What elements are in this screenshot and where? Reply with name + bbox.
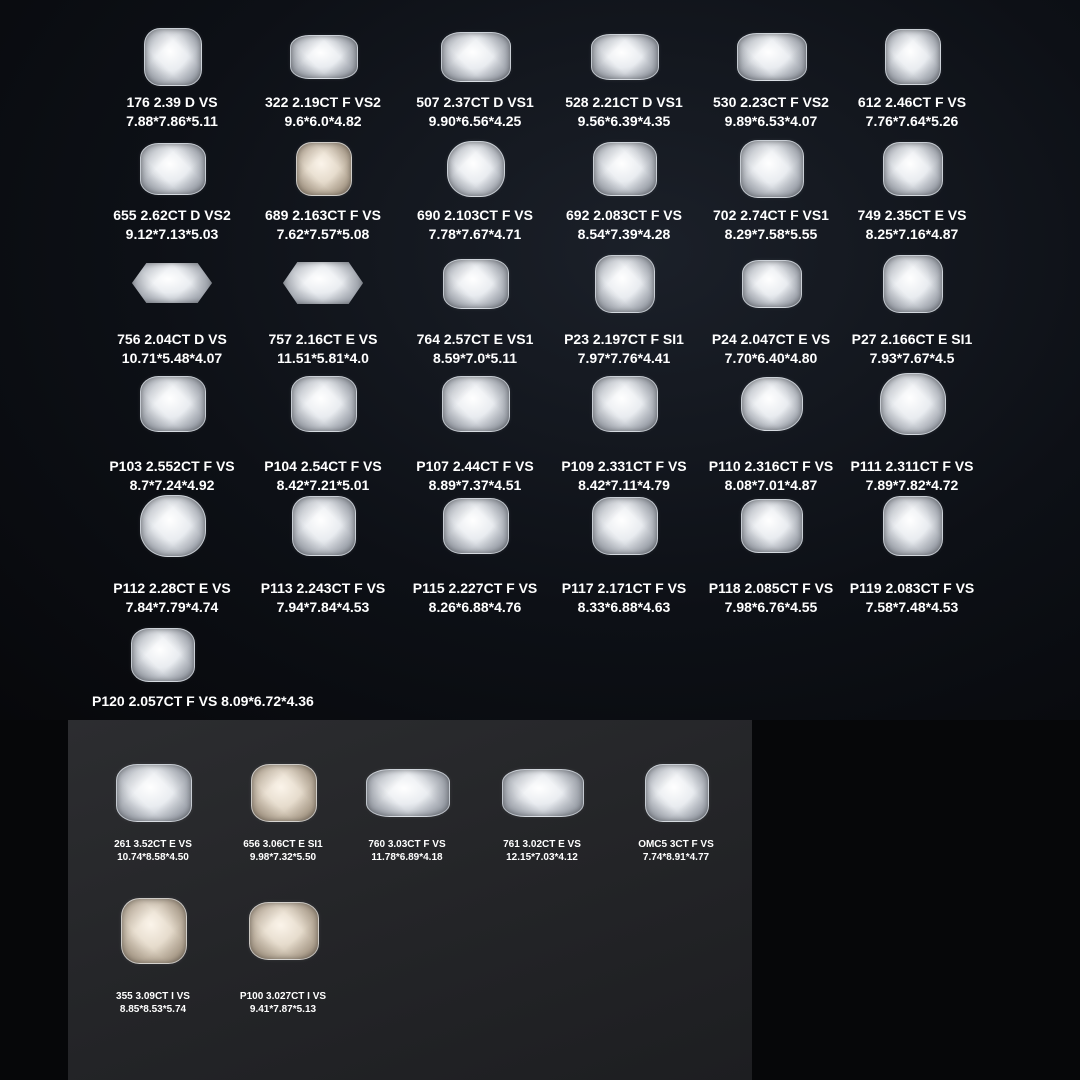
stone-dimensions-line: 9.6*6.0*4.82 <box>284 113 362 129</box>
stone-dimensions-line: 7.88*7.86*5.11 <box>126 113 218 129</box>
stone-dimensions-line: 12.15*7.03*4.12 <box>506 852 578 863</box>
stone-dimensions-line: 7.97*7.76*4.41 <box>577 350 671 366</box>
stone-dimensions-line: 7.93*7.67*4.5 <box>869 350 955 366</box>
stone-spec-line: 757 2.16CT E VS <box>268 331 378 347</box>
stone-spec-line: P115 2.227CT F VS <box>412 580 538 596</box>
stone-dimensions-line: 9.98*7.32*5.50 <box>249 852 317 863</box>
stone-dimensions-line: 8.7*7.24*4.92 <box>129 477 215 493</box>
diamond-photo <box>883 142 943 196</box>
diamond-photo <box>741 377 803 431</box>
diamond-photo <box>249 902 319 960</box>
stone-spec-line: 355 3.09CT I VS <box>116 991 190 1002</box>
diamond-photo <box>251 764 317 822</box>
diamond-label <box>822 206 1002 244</box>
stone-dimensions-line: 7.58*7.48*4.53 <box>865 599 959 615</box>
stone-dimensions-line: 9.90*6.56*4.25 <box>428 113 522 129</box>
stone-dimensions-line: 7.76*7.64*5.26 <box>865 113 959 129</box>
stone-spec-line: 702 2.74CT F VS1 <box>713 207 829 223</box>
stone-dimensions-line: 8.33*6.88*4.63 <box>577 599 671 615</box>
diamond-photo <box>442 376 510 432</box>
diamond-photo <box>296 142 352 196</box>
diamond-photo <box>292 496 356 556</box>
stone-dimensions-line: 8.59*7.0*5.11 <box>432 350 518 366</box>
stone-dimensions-line: 7.84*7.79*4.74 <box>125 599 219 615</box>
stone-spec-line: P110 2.316CT F VS <box>708 458 834 474</box>
diamond-photo <box>740 140 804 198</box>
diamond-photo <box>595 255 655 313</box>
stone-spec-line: P109 2.331CT F VS <box>561 458 687 474</box>
stone-spec-line: 261 3.52CT E VS <box>114 839 192 850</box>
stone-spec-line: P104 2.54CT F VS <box>264 458 382 474</box>
stone-spec-line: 655 2.62CT D VS2 <box>113 207 231 223</box>
diamond-photo <box>131 628 195 682</box>
stone-dimensions-line: 8.26*6.88*4.76 <box>428 599 522 615</box>
stone-spec-line: 528 2.21CT D VS1 <box>565 94 683 110</box>
stone-dimensions-line: 8.54*7.39*4.28 <box>577 226 671 242</box>
stone-dimensions-line: 8.42*7.21*5.01 <box>276 477 370 493</box>
stone-dimensions-line: 10.74*8.58*4.50 <box>117 852 189 863</box>
diamond-photo <box>592 376 658 432</box>
diamond-label <box>822 579 1002 617</box>
stone-dimensions-line: 8.29*7.58*5.55 <box>724 226 818 242</box>
stone-dimensions-line: 7.78*7.67*4.71 <box>428 226 522 242</box>
diamond-photo <box>140 376 206 432</box>
stone-spec-line: P117 2.171CT F VS <box>561 580 687 596</box>
diamond-photo <box>366 769 450 817</box>
stone-dimensions-line: 11.78*6.89*4.18 <box>371 852 443 863</box>
stone-dimensions-line: 7.70*6.40*4.80 <box>724 350 818 366</box>
stone-spec-line: P119 2.083CT F VS <box>849 580 975 596</box>
stone-spec-line: 530 2.23CT F VS2 <box>713 94 829 110</box>
diamond-photo <box>645 764 709 822</box>
stone-spec-line: P112 2.28CT E VS <box>113 580 231 596</box>
stone-spec-line: 764 2.57CT E VS1 <box>416 331 534 347</box>
stone-spec-line: OMC5 3CT F VS <box>638 839 714 850</box>
diamond-photo <box>447 141 505 197</box>
stone-dimensions-line: 10.71*5.48*4.07 <box>121 350 223 366</box>
stone-spec-line: 656 3.06CT E SI1 <box>243 839 323 850</box>
stone-spec-line: P118 2.085CT F VS <box>708 580 834 596</box>
diamond-label <box>822 330 1002 368</box>
diamond-photo <box>502 769 584 817</box>
diamond-photo <box>132 263 212 303</box>
diamond-photo <box>883 255 943 313</box>
diamond-photo <box>283 262 363 304</box>
stone-spec-line: 690 2.103CT F VS <box>417 207 533 223</box>
stone-spec-line: 692 2.083CT F VS <box>566 207 682 223</box>
stone-dimensions-line: 9.12*7.13*5.03 <box>125 226 219 242</box>
diamond-photo <box>591 34 659 80</box>
stone-dimensions-line: 8.08*7.01*4.87 <box>724 477 818 493</box>
stone-spec-line: 760 3.03CT F VS <box>368 839 446 850</box>
stone-spec-line: 176 2.39 D VS <box>126 94 218 110</box>
diamond-photo <box>741 499 803 553</box>
stone-spec-line: P100 3.027CT I VS <box>239 991 327 1002</box>
diamond-photo <box>144 28 202 86</box>
stone-dimensions-line: 7.89*7.82*4.72 <box>865 477 959 493</box>
stone-spec-line: 689 2.163CT F VS <box>265 207 381 223</box>
diamond-photo <box>737 33 807 81</box>
stone-dimensions-line: 11.51*5.81*4.0 <box>277 350 369 366</box>
stone-dimensions-line: 9.56*6.39*4.35 <box>577 113 671 129</box>
stone-spec-line: 507 2.37CT D VS1 <box>416 94 534 110</box>
stone-spec-line: 612 2.46CT F VS <box>857 94 967 110</box>
stone-spec-line: P107 2.44CT F VS <box>416 458 534 474</box>
stone-spec-line: P27 2.166CT E SI1 <box>851 331 973 347</box>
diamond-photo <box>593 142 657 196</box>
stone-spec-line: P23 2.197CT F SI1 <box>564 331 684 347</box>
diamond-photo <box>116 764 192 822</box>
diamond-photo <box>140 495 206 557</box>
diamond-label <box>822 93 1002 131</box>
stone-dimensions-line: 7.62*7.57*5.08 <box>276 226 370 242</box>
stone-spec-line: P113 2.243CT F VS <box>260 580 386 596</box>
diamond-photo <box>742 260 802 308</box>
stone-spec-line: 756 2.04CT D VS <box>117 331 227 347</box>
diamond-label <box>586 838 766 864</box>
stone-dimensions-line: 9.41*7.87*5.13 <box>249 1004 317 1015</box>
stone-spec-line: 761 3.02CT E VS <box>503 839 581 850</box>
stone-dimensions-line: 7.98*6.76*4.55 <box>724 599 818 615</box>
diamond-photo <box>880 373 946 435</box>
stone-spec-line: P103 2.552CT F VS <box>109 458 235 474</box>
stone-spec-line: 322 2.19CT F VS2 <box>265 94 381 110</box>
diamond-photo <box>441 32 511 82</box>
diamond-photo <box>443 259 509 309</box>
stone-spec-line: 749 2.35CT E VS <box>857 207 967 223</box>
diamond-photo <box>885 29 941 85</box>
diamond-photo <box>290 35 358 79</box>
stone-spec-line: P111 2.311CT F VS <box>850 458 974 474</box>
diamond-label: P120 2.057CT F VS 8.09*6.72*4.36 <box>92 693 314 709</box>
stone-dimensions-line: 8.42*7.11*4.79 <box>578 477 670 493</box>
stone-dimensions-line: 8.85*8.53*5.74 <box>119 1004 187 1015</box>
bottom-right-backdrop <box>752 720 1080 1080</box>
diamond-photo <box>592 497 658 555</box>
stone-dimensions-line: 9.89*6.53*4.07 <box>724 113 818 129</box>
diamond-photo <box>291 376 357 432</box>
diamond-photo <box>121 898 187 964</box>
diamond-label <box>193 990 373 1016</box>
stone-dimensions-line: 7.94*7.84*4.53 <box>276 599 370 615</box>
diamond-photo <box>443 498 509 554</box>
stone-spec-line: P24 2.047CT E VS <box>711 331 831 347</box>
stone-dimensions-line: 8.25*7.16*4.87 <box>865 226 959 242</box>
bottom-left-backdrop <box>0 720 68 1080</box>
diamond-label <box>822 457 1002 495</box>
stone-dimensions-line: 7.74*8.91*4.77 <box>642 852 710 863</box>
diamond-photo <box>883 496 943 556</box>
diamond-photo <box>140 143 206 195</box>
stone-dimensions-line: 8.89*7.37*4.51 <box>428 477 522 493</box>
